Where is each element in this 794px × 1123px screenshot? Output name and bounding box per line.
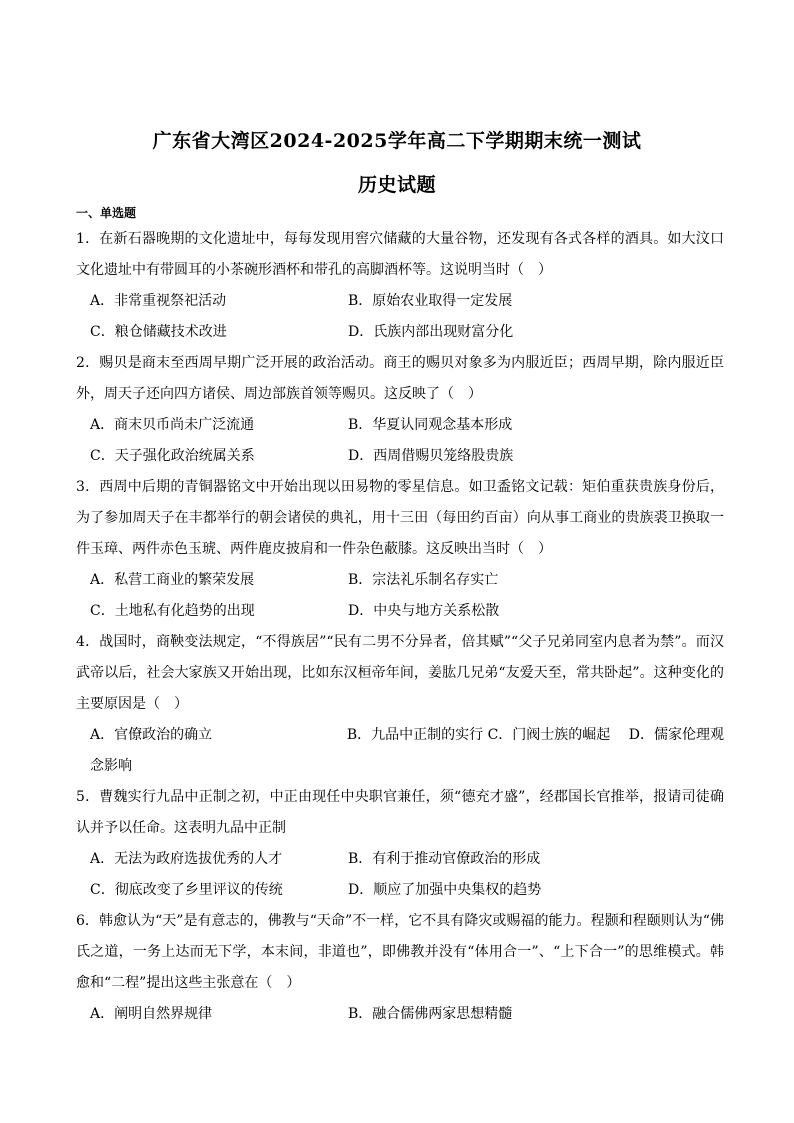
option-c[interactable]: C．彻底改变了乡里评议的传统 [90,882,283,898]
option-row [76,751,724,782]
option-row [76,844,724,875]
option-d[interactable]: D．儒家伦理观 [628,727,724,743]
option-row [76,441,724,472]
exam-title: 广东省大湾区2024-2025学年高二下学期期末统一测试 [152,130,642,152]
option-row [76,565,724,596]
option-d[interactable]: D．顺应了加强中央集权的趋势 [348,882,542,898]
question-stem: 2．赐贝是商末至西周早期广泛开展的政治活动。商王的赐贝对象多为内服近臣；西周早期，除内服近臣外，周天子还向四方诸侯、周边部族首领等赐贝。这反映了（ ） [76,355,724,402]
question-stem: 5．曹魏实行九品中正制之初，中正由现任中央职官兼任，须“德充才盛”，经郡国长官推举，报请司徒确认并予以任命。这表明九品中正制 [76,789,724,836]
option-a[interactable]: A．阐明自然界规律 [90,1006,213,1022]
option-a[interactable]: A．商末贝币尚未广泛流通 [90,417,255,433]
option-row [76,410,724,441]
question-stem: 4．战国时，商鞅变法规定，“不得族居”“民有二男不分异者，倍其赋”“父子兄弟同室内息者为禁”。而汉武帝以后，社会大家族又开始出现，比如东汉桓帝年间，姜肱几兄弟“友爱天至，常共卧起”。这种变化的主要原因是（ ） [76,634,724,712]
option-a[interactable]: A．无法为政府选拔优秀的人才 [90,851,283,867]
question-4 [76,627,724,782]
option-d[interactable]: D．氏族内部出现财富分化 [348,324,514,340]
section-heading: 一、单选题 [76,206,137,220]
option-a[interactable]: A．私营工商业的繁荣发展 [90,572,255,588]
option-b[interactable]: B．华夏认同观念基本形成 [348,417,513,433]
question-6 [76,906,724,1030]
question-stem: 3．西周中后期的青铜器铭文中开始出现以田易物的零星信息。如卫盉铭文记载：矩伯重获贵族身份后，为了参加周天子在丰都举行的朝会诸侯的典礼，用十三田（每田约百亩）向从事工商业的贵族裘卫换取一件玉璋、两件赤色玉琥、两件鹿皮披肩和一件杂色蔽膝。这反映出当时（ ） [76,479,724,557]
option-b[interactable]: B．融合儒佛两家思想精髓 [348,1006,513,1022]
option-b[interactable]: B．宗法礼乐制名存实亡 [348,572,499,588]
option-d-continued: 念影响 [90,758,132,774]
option-row [76,720,724,751]
question-3 [76,472,724,627]
option-c[interactable]: C．天子强化政治统属关系 [90,448,255,464]
option-c[interactable]: C．粮仓储藏技术改进 [90,324,227,340]
option-c[interactable]: C．土地私有化趋势的出现 [90,603,255,619]
option-b[interactable]: B．有利于推动官僚政治的形成 [348,851,541,867]
option-a[interactable]: A．非常重视祭祀活动 [90,293,227,309]
option-d[interactable]: D．中央与地方关系松散 [348,603,500,619]
option-d[interactable]: D．西周借赐贝笼络股贵族 [348,448,514,464]
question-5 [76,782,724,906]
option-c[interactable]: C．门阀士族的崛起 [487,727,611,743]
option-group [347,720,724,751]
question-stem: 1．在新石器晚期的文化遗址中，每每发现用窖穴储藏的大量谷物，还发现有各式各样的酒具。如大汶口文化遗址中有带圆耳的小茶碗形酒杯和带孔的高脚酒杯等。这说明当时（ ） [76,231,724,278]
exam-subject-title: 历史试题 [357,174,436,196]
option-row [76,317,724,348]
option-row [76,286,724,317]
question-1 [76,224,724,348]
question-list [76,224,724,1030]
option-row [76,999,724,1030]
option-b[interactable]: B．原始农业取得一定发展 [348,293,513,309]
question-2 [76,348,724,472]
option-b[interactable]: B．九品中正制的实行 [346,727,484,743]
option-a[interactable]: A．官僚政治的确立 [90,727,213,743]
option-row [76,596,724,627]
question-stem: 6．韩愈认为“天”是有意志的，佛教与“天命”不一样，它不具有降灾或赐福的能力。程颢和程颐则认为“佛氏之道，一务上达而无下学，本末间，非道也”，即佛教并没有“体用合一”、“上下合一”的思维模式。韩愈和“二程”提出这些主张意在（ ） [76,913,724,991]
option-row [76,875,724,906]
